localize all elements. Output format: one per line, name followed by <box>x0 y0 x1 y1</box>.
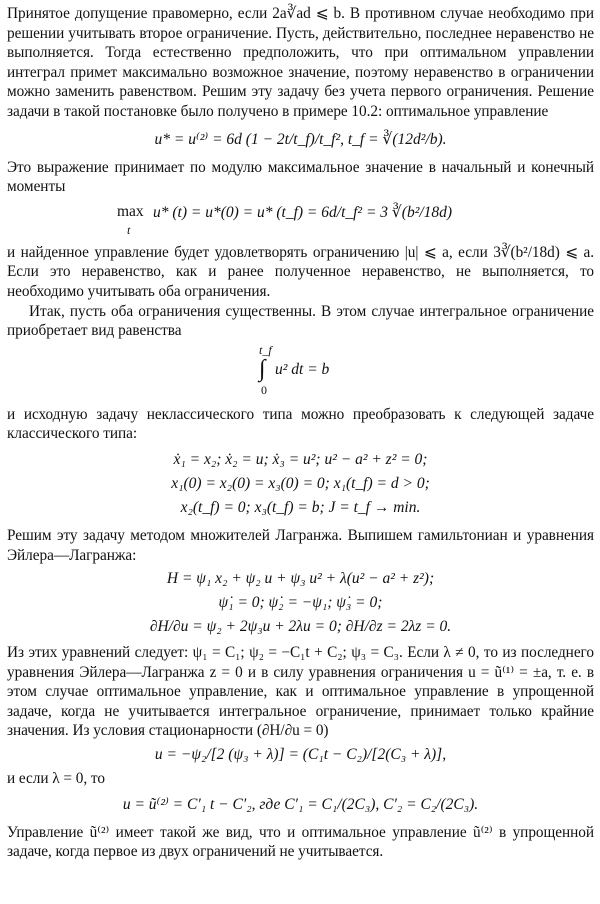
max-operator: max <box>117 202 144 220</box>
paragraph-7: Из этих уравнений следует: ψ₁ = C₁; ψ₂ = −C₁t + C₂; ψ₃ = C₃. Если λ ≠ 0, то из последнего уравнения Эйлера—Лагранжа z = 0 и в силу уравнения ограничения u = ũ⁽¹⁾ = ±a, т. е. в этом случае оптимальное управление, как и оптимальное управление в упрощенной задаче, когда не учитывается интегральное ограничение, принимает только крайние значения. Из условия стационарности (∂H/∂u = 0) <box>7 644 594 740</box>
equation-state-3: x₂(t_f) = 0; x₃(t_f) = b; J = t_f → min. <box>180 498 421 516</box>
equation-stationarity: ∂H/∂u = ψ₂ + 2ψ₃u + 2λu = 0; ∂H/∂z = 2λz = 0. <box>149 618 452 636</box>
paragraph-6: Решим эту задачу методом множителей Лагранжа. Выпишем гамильтониан и уравнения Эйлера—Лагранжа: <box>7 526 594 564</box>
equation-adjoint: ψ̇₁ = 0; ψ̇₂ = −ψ₁; ψ̇₃ = 0; <box>218 594 383 612</box>
equation-max-value: u* (t) = u*(0) = u* (t_f) = 6d/t_f² = 3 ∛(b²/18d) <box>153 203 453 221</box>
max-subscript: t <box>127 222 131 237</box>
equation-hamiltonian: H = ψ₁ x₂ + ψ₂ u + ψ₃ u² + λ(u² − a² + z²); <box>166 570 435 588</box>
integral-lower-limit: 0 <box>261 382 267 397</box>
paragraph-2: Это выражение принимает по модулю максимальное значение в начальный и конечный моменты <box>7 158 594 196</box>
equation-integral-block <box>7 343 594 401</box>
equation-control-u2: u = ũ⁽²⁾ = C′₁ t − C′₂, где C′₁ = C₁/(2C₃), C′₂ = C₂/(2C₃). <box>122 795 479 813</box>
paragraph-3: и найденное управление будет удовлетворять ограничению |u| ⩽ a, если 3∛(b²/18d) ⩽ a. Если это неравенство, как и ранее полученное неравенство, не выполняется, то необходимо учитывать оба ограничения. <box>7 243 594 300</box>
equation-state-2: x₁(0) = x₂(0) = x₃(0) = 0; x₁(t_f) = d > 0; <box>171 474 430 492</box>
paragraph-5: и исходную задачу неклассического типа можно преобразовать к следующей задаче классического типа: <box>7 405 594 443</box>
paragraph-4: Итак, пусть оба ограничения существенны. В этом случае интегральное ограничение приобретает вид равенства <box>7 302 594 340</box>
equation-control-u: u = −ψ₂/[2 (ψ₃ + λ)] = (C₁t − C₂)/[2(C₃ + λ)], <box>154 746 447 764</box>
equation-optimal-control: u* = u⁽²⁾ = 6d (1 − 2t/t_f)/t_f², t_f = ∛(12d²/b). <box>154 130 447 148</box>
paragraph-1: Принятое допущение правомерно, если 2a∛ad ⩽ b. В противном случае необходимо при решении учитывать второе ограничение. Пусть, действительно, последнее неравенство не выполняется. Тогда естественно предположить, что при оптимальном управлении интеграл примет максимально возможное значение, поэтому неравенство в ограничении можно заменить равенством. Решим эту задачу без учета первого ограничения. Решение задачи в такой постановке было получено в примере 10.2: оптимальное управление <box>7 5 594 120</box>
integral-sign: ∫ <box>259 355 266 382</box>
equation-max-block <box>7 201 594 241</box>
equation-state-1: ẋ₁ = x₂; ẋ₂ = u; ẋ₃ = u²; u² − a² + z² = 0; <box>173 450 428 468</box>
paragraph-9: Управление ũ⁽²⁾ имеет такой же вид, что и оптимальное управление ũ⁽²⁾ в упрощенной задаче, когда первое из двух ограничений не учитывается. <box>7 823 594 861</box>
integral-upper-limit: t_f <box>259 342 272 357</box>
paragraph-8: и если λ = 0, то <box>7 770 105 788</box>
integral-body: u² dt = b <box>275 360 330 378</box>
